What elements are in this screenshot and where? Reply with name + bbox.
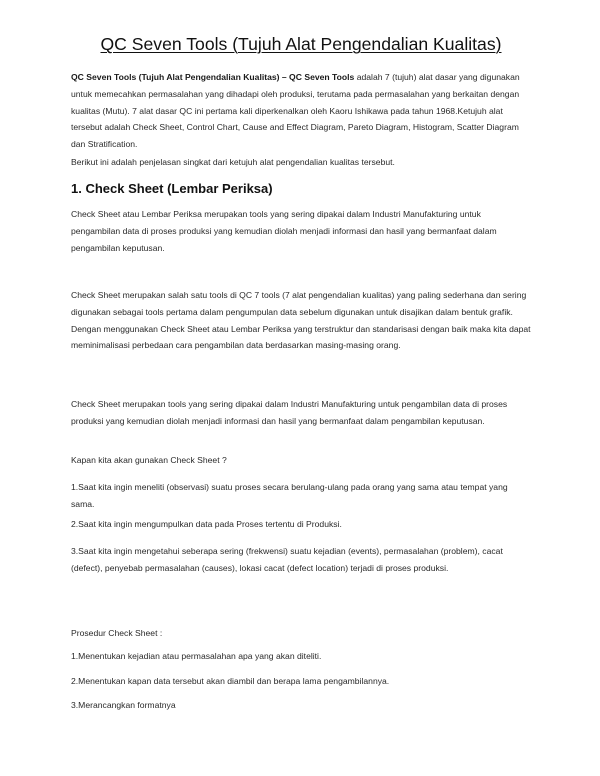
use-item: 2.Saat kita ingin mengumpulkan data pada Proses tertentu di Produksi.	[71, 519, 342, 529]
section-heading-check-sheet: 1. Check Sheet (Lembar Periksa)	[71, 181, 273, 196]
intro-paragraph	[71, 69, 531, 153]
use-item: 1.Saat kita ingin meneliti (observasi) suatu proses secara berulang-ulang pada orang yang sama atau tempat yang sama.	[71, 482, 508, 509]
procedure-step: 3.Merancangkan formatnya	[71, 700, 176, 710]
check-sheet-paragraph-2: Check Sheet merupakan salah satu tools di QC 7 tools (7 alat pengendalian kualitas) yang paling sederhana dan sering digunakan sebagai tools pertama dalam pengumpulan data sebelum digunakan untuk disajikan dalam bentuk grafik. Dengan menggunakan Check Sheet atau Lembar Periksa yang terstruktur dan standarisasi dengan baik maka kita dapat meminimalisasi perbedaan cara pengambilan data berdasarkan masing-masing orang.	[71, 290, 531, 351]
usage-question: Kapan kita akan gunakan Check Sheet ?	[71, 455, 227, 465]
procedure-label: Prosedur Check Sheet :	[71, 628, 163, 638]
procedure-step: 2.Menentukan kapan data tersebut akan diambil dan berapa lama pengambilannya.	[71, 676, 390, 686]
intro2-paragraph: Berikut ini adalah penjelasan singkat dari ketujuh alat pengendalian kualitas tersebut.	[71, 157, 395, 167]
check-sheet-paragraph-1: Check Sheet atau Lembar Periksa merupakan tools yang sering dipakai dalam Industri Manufakturing untuk pengambilan data di proses produksi yang kemudian diolah menjadi informasi dan hasil yang bermanfaat dalam pengambilan keputusan.	[71, 209, 497, 253]
intro-text: adalah 7 (tujuh) alat dasar yang digunakan untuk memecahkan permasalahan yang dihadapi oleh produksi, terutama pada permasalahan yang berkaitan dengan kualitas (Mutu). 7 alat dasar QC ini pertama kali diperkenalkan oleh Kaoru Ishikawa pada tahun 1968.Ketujuh alat tersebut adalah Check Sheet, Control Chart, Cause and Effect Diagram, Pareto Diagram, Histogram, Scatter Diagram dan Stratification.	[71, 72, 520, 150]
document-title: QC Seven Tools (Tujuh Alat Pengendalian Kualitas)	[100, 34, 502, 54]
procedure-step: 1.Menentukan kejadian atau permasalahan apa yang akan diteliti.	[71, 651, 322, 661]
intro-bold-lead: QC Seven Tools (Tujuh Alat Pengendalian Kualitas) – QC Seven Tools	[71, 72, 355, 82]
check-sheet-paragraph-3: Check Sheet merupakan tools yang sering dipakai dalam Industri Manufakturing untuk pengambilan data di proses produksi yang kemudian diolah menjadi informasi dan hasil yang bermanfaat dalam pengambilan keputusan.	[71, 399, 508, 426]
use-item: 3.Saat kita ingin mengetahui seberapa sering (frekwensi) suatu kejadian (events), permasalahan (problem), cacat (defect), penyebab permasalahan (causes), lokasi cacat (defect location) terjadi di proses produksi.	[71, 546, 503, 573]
